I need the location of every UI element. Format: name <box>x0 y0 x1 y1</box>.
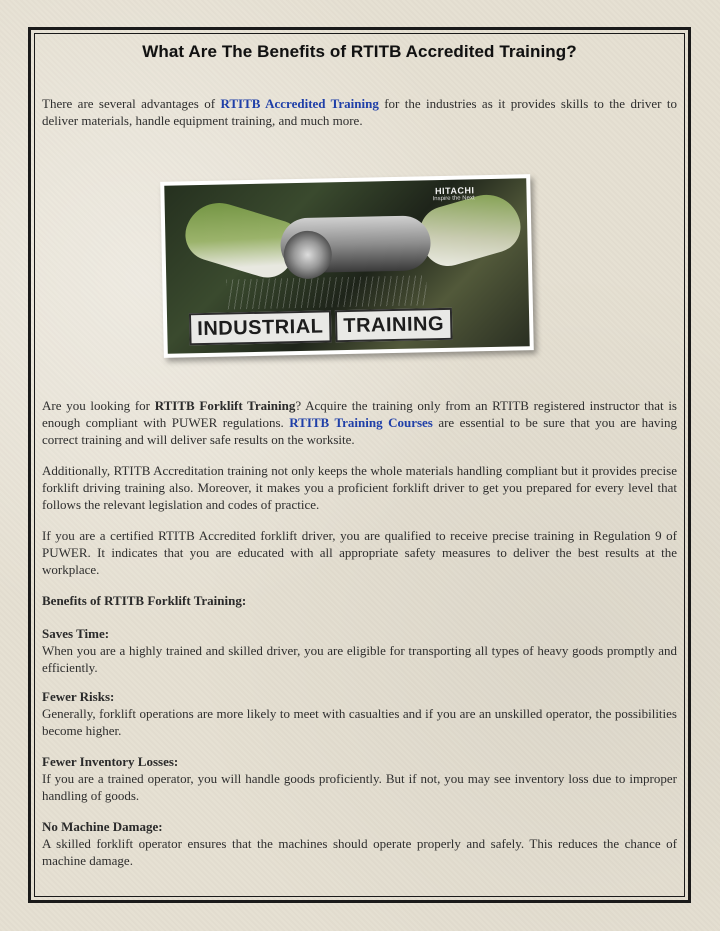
image-banner <box>189 308 456 346</box>
intro-paragraph <box>42 95 677 129</box>
benefit-item <box>42 753 677 804</box>
p1-text-b: ? Acquire the training only from an RTITB registered instructor that is enough compliant with PUWER regulations. <box>42 398 677 430</box>
rtitb-accredited-training-link[interactable]: RTITB Accredited Training <box>220 96 379 111</box>
paragraph-forklift-training <box>42 397 677 448</box>
intro-text-start: There are several advantages of <box>42 96 221 111</box>
paragraph-certified-driver: If you are a certified RTITB Accredited forklift driver, you are qualified to receive precise training in Regulation 9 of PUWER. It indicates that you are educated with all appropriate safety measures to deliver the best results at the workplace. <box>42 528 677 577</box>
page-title: What Are The Benefits of RTITB Accredited Training? <box>142 42 577 61</box>
benefit-item <box>42 625 677 676</box>
document-content <box>42 40 677 868</box>
intro-text-end: for the industries as it provides skills to the driver to deliver materials, handle equipment training, and much more. <box>42 96 677 128</box>
benefit-text: A skilled forklift operator ensures that the machines should operate properly and safely. This reduces the chance of machine damage. <box>42 836 677 868</box>
p1-text-a: Are you looking for <box>42 398 155 413</box>
banner-word-training: TRAINING <box>335 308 452 342</box>
benefit-text: If you are a trained operator, you will handle goods proficiently. But if not, you may see inventory loss due to improper handling of goods. <box>42 771 677 803</box>
sparks-graphic <box>226 275 427 309</box>
brand-tagline-text: Inspire the Next <box>432 195 475 203</box>
benefit-title: Saves Time: <box>42 626 110 641</box>
grinder-photo <box>164 178 529 354</box>
photo-frame <box>160 174 534 358</box>
industrial-training-image <box>162 178 546 358</box>
p1-bold-term: RTITB Forklift Training <box>154 398 296 413</box>
benefit-title: Fewer Risks: <box>42 689 115 704</box>
benefits-heading <box>42 592 677 609</box>
paragraph-accreditation: Additionally, RTITB Accreditation training not only keeps the whole materials handling compliant but it provides precise forklift driving training also. Moreover, it makes you a proficient forklift driver to get you prepared for every level that follows the relevant legislation and codes of practice. <box>42 463 677 512</box>
benefits-heading-text: Benefits of RTITB Forklift Training: <box>42 593 247 608</box>
p1-text-c: are essential to be sure that you are having correct training and will deliver safe results on the worksite. <box>42 415 677 447</box>
rtitb-training-courses-link[interactable]: RTITB Training Courses <box>289 415 433 430</box>
benefit-title: No Machine Damage: <box>42 819 163 834</box>
benefit-text: When you are a highly trained and skilled driver, you are eligible for transporting all types of heavy goods promptly and efficiently. <box>42 643 677 675</box>
benefit-title: Fewer Inventory Losses: <box>42 754 179 769</box>
banner-word-industrial: INDUSTRIAL <box>189 310 332 345</box>
benefit-item <box>42 688 677 739</box>
benefit-item <box>42 818 677 869</box>
benefit-text: Generally, forklift operations are more likely to meet with casualties and if you are an unskilled operator, the possibilities become higher. <box>42 706 677 738</box>
brand-logo-text: HITACHI <box>435 185 475 197</box>
